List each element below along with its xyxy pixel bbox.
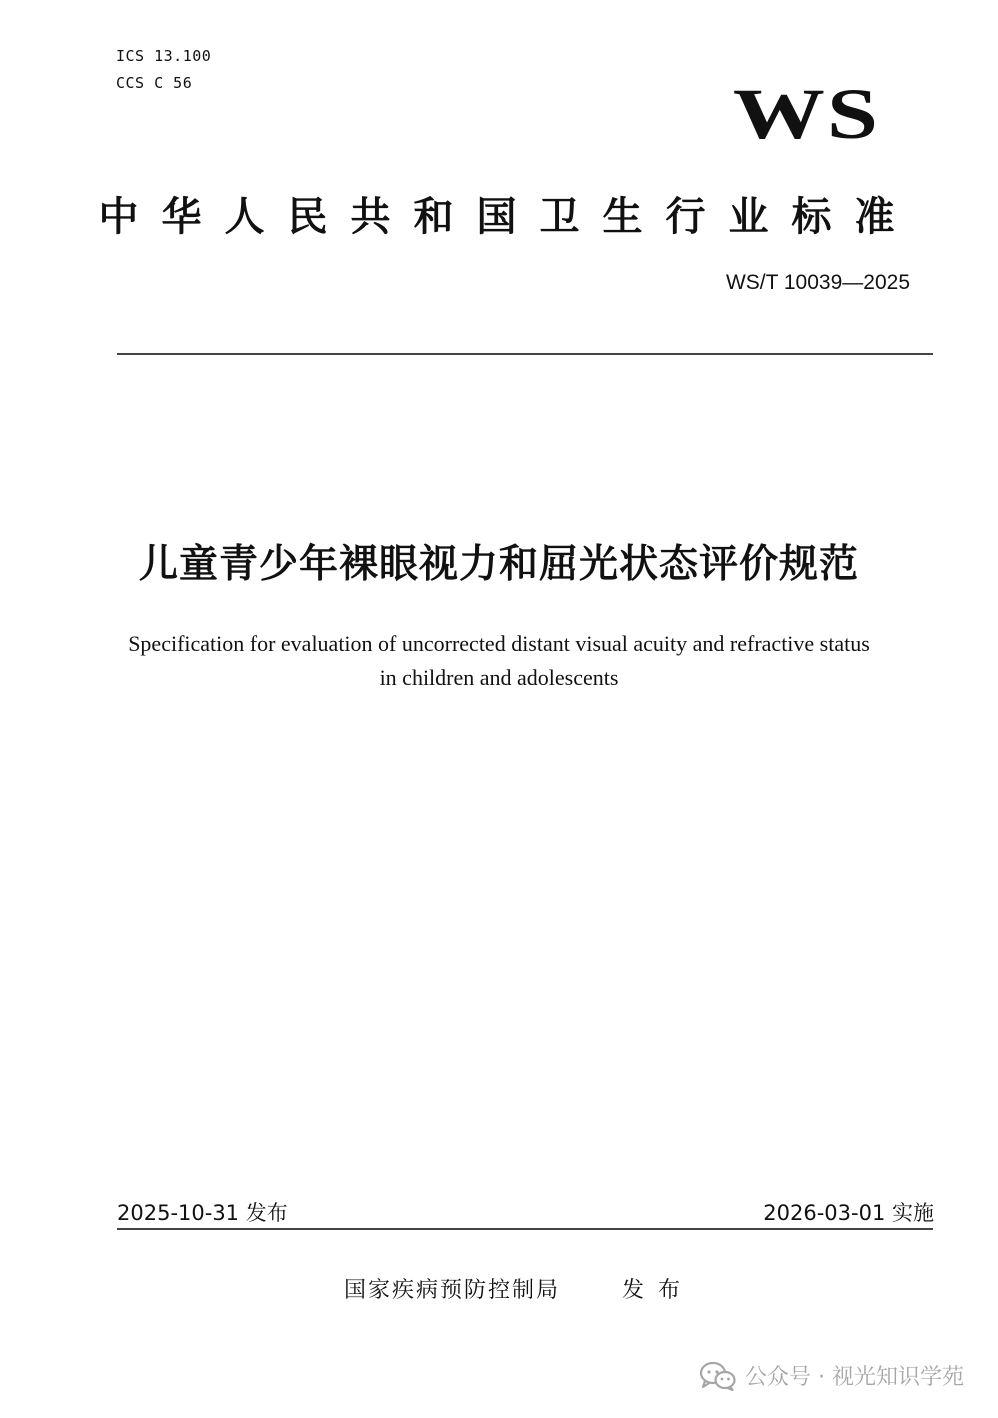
wechat-icon xyxy=(699,1361,737,1391)
implement-date: 2026-03-01 实施 xyxy=(763,1201,934,1225)
document-title-chinese: 儿童青少年裸眼视力和屈光状态评价规范 xyxy=(138,542,859,587)
publisher-name: 国家疾病预防控制局 xyxy=(344,1278,561,1303)
organization-title: 中华人民共和国卫生行业标准 xyxy=(98,194,918,240)
document-title-english-line1: Specification for evaluation of uncorrected distant visual acuity and refractive status xyxy=(128,631,870,656)
watermark xyxy=(699,1360,964,1391)
header-divider xyxy=(117,353,933,355)
ics-code: ICS 13.100 xyxy=(116,47,212,65)
publish-date: 2025-10-31 发布 xyxy=(117,1201,288,1225)
publish-label: 发布 xyxy=(622,1278,695,1303)
ws-logo: WS xyxy=(732,74,880,154)
standard-number: WS/T 10039—2025 xyxy=(725,271,910,294)
watermark-text: 公众号 · 视光知识学苑 xyxy=(745,1365,964,1390)
document-title-english-line2: in children and adolescents xyxy=(379,665,619,690)
ccs-code: CCS C 56 xyxy=(116,74,193,92)
footer-divider xyxy=(117,1228,933,1230)
